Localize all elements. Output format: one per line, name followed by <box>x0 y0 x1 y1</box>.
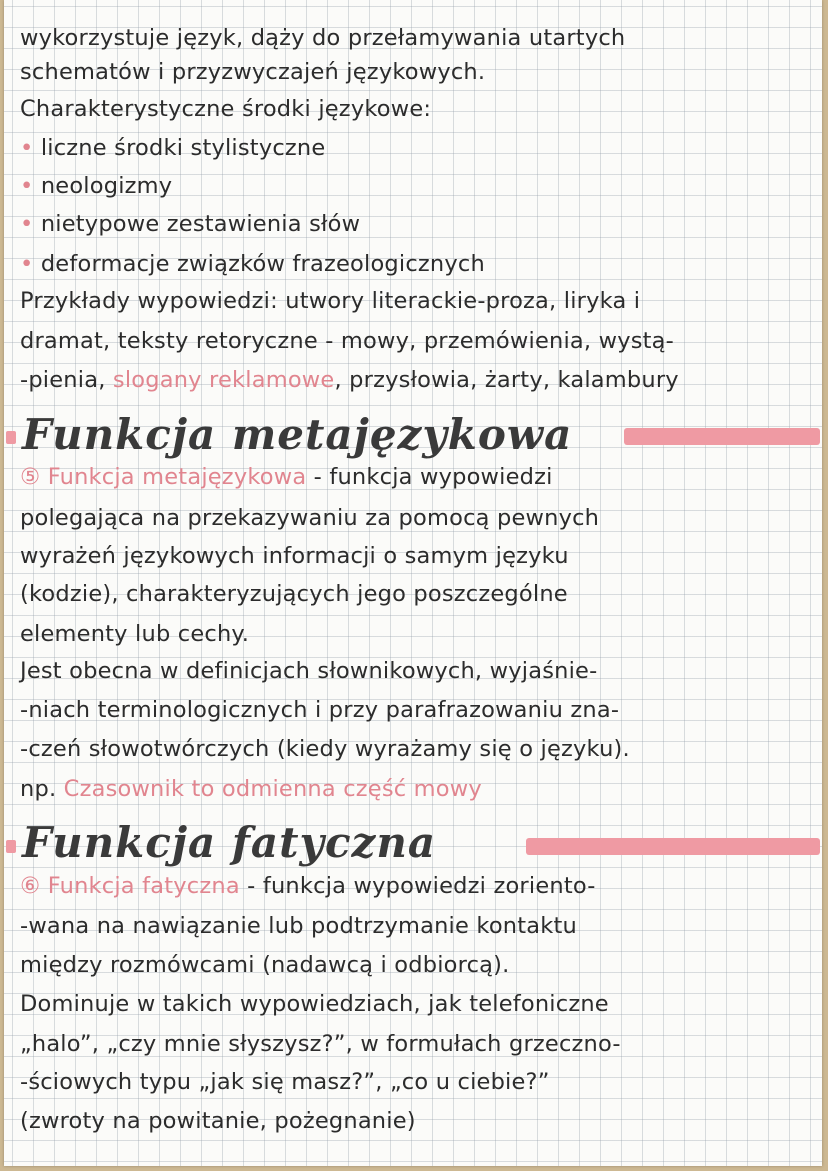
section-heading-metajezykowa: Funkcja metajęzykowa <box>22 410 573 459</box>
bullet-dot-icon: • <box>20 173 41 199</box>
text-line: elementy lub cechy. <box>20 621 250 647</box>
text-line: polegająca na przekazywaniu za pomocą pewnych <box>20 505 600 531</box>
text-line: między rozmówcami (nadawcą i odbiorcą). <box>20 952 510 978</box>
text-line: Jest obecna w definicjach słownikowych, wyjaśnie- <box>20 658 598 684</box>
text-line: -wana na nawiązanie lub podtrzymanie kontaktu <box>20 913 577 939</box>
example-line: np. Czasownik to odmienna część mowy <box>20 776 482 802</box>
text-line: schematów i przyzwyczajeń językowych. <box>20 59 486 85</box>
term-label: ⑥ Funkcja fatyczna <box>20 873 240 899</box>
text-line: wykorzystuje język, dąży do przełamywania utartych <box>20 25 626 51</box>
bullet-dot-icon: • <box>20 251 41 277</box>
text-line: Przykłady wypowiedzi: utwory literackie-proza, liryka i <box>20 288 641 314</box>
heading-highlight-bar <box>624 428 820 445</box>
text-line: Dominuje w takich wypowiedziach, jak telefoniczne <box>20 991 609 1017</box>
text-line: „halo”, „czy mnie słyszysz?”, w formułach grzeczno- <box>20 1031 621 1057</box>
bullet-item: • deformacje związków frazeologicznych <box>20 251 485 277</box>
text-line: -niach terminologicznych i przy parafrazowaniu zna- <box>20 697 620 723</box>
term-label: ⑤ Funkcja metajęzykowa <box>20 464 307 490</box>
text-line: (kodzie), charakteryzujących jego poszczególne <box>20 581 568 607</box>
bullet-dot-icon: • <box>20 211 41 237</box>
definition-line: ⑤ Funkcja metajęzykowa - funkcja wypowiedzi <box>20 464 553 490</box>
heading-highlight-bar <box>526 838 820 855</box>
text-line: (zwroty na powitanie, pożegnanie) <box>20 1108 416 1134</box>
section-heading-fatyczna: Funkcja fatyczna <box>22 818 437 867</box>
heading-marker <box>6 431 16 444</box>
text-line: -pienia, slogany reklamowe, przysłowia, żarty, kalambury <box>20 367 679 393</box>
bullet-item: • nietypowe zestawienia słów <box>20 211 361 237</box>
bullet-item: • neologizmy <box>20 173 173 199</box>
notebook-page <box>4 0 822 1166</box>
text-line: wyrażeń językowych informacji o samym języku <box>20 543 569 569</box>
heading-marker <box>6 840 16 853</box>
text-line: -ściowych typu „jak się masz?”, „co u ciebie?” <box>20 1069 550 1095</box>
definition-line: ⑥ Funkcja fatyczna - funkcja wypowiedzi zoriento- <box>20 873 596 899</box>
text-line: dramat, teksty retoryczne - mowy, przemówienia, wystą- <box>20 328 674 354</box>
text-line: Charakterystyczne środki językowe: <box>20 96 432 122</box>
example-highlight: slogany reklamowe <box>112 367 335 393</box>
bullet-dot-icon: • <box>20 135 41 161</box>
text-line: -czeń słowotwórczych (kiedy wyrażamy się o języku). <box>20 736 630 762</box>
bullet-item: • liczne środki stylistyczne <box>20 135 326 161</box>
example-highlight: Czasownik to odmienna część mowy <box>63 776 482 802</box>
